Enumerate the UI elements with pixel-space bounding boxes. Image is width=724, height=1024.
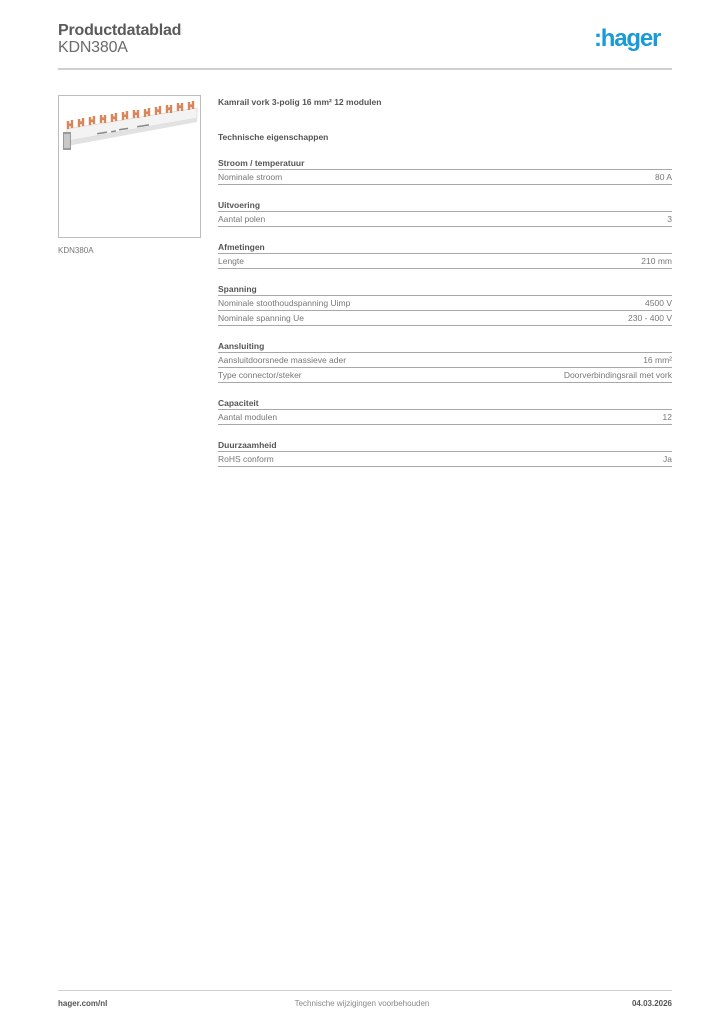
group-title: Stroom / temperatuur — [218, 157, 672, 170]
footer-disclaimer: Technische wijzigingen voorbehouden — [294, 999, 430, 1008]
spec-row — [218, 368, 672, 383]
spec-row — [218, 353, 672, 368]
spec-label: Aantal polen — [218, 214, 266, 224]
spec-label: Lengte — [218, 256, 244, 266]
spec-value: 210 mm — [641, 256, 672, 266]
spec-label: Nominale spanning Ue — [218, 313, 304, 323]
group-title: Spanning — [218, 283, 672, 296]
product-name: Kamrail vork 3-polig 16 mm² 12 modulen — [218, 97, 382, 107]
spec-value: 230 - 400 V — [628, 313, 672, 323]
spec-group-stroom — [218, 157, 672, 185]
spec-row — [218, 296, 672, 311]
spec-section — [218, 96, 672, 467]
hager-logo: :hager — [594, 25, 661, 52]
spec-row — [218, 410, 672, 425]
section-heading: Technische eigenschappen — [218, 132, 329, 142]
spec-label: Nominale stoothoudspanning Uimp — [218, 298, 351, 308]
footer-website-link[interactable]: hager.com/nl — [58, 999, 108, 1008]
spec-group-afmetingen — [218, 241, 672, 269]
comb-busbar-image — [59, 96, 200, 237]
spec-label: Aansluitdoorsnede massieve ader — [218, 355, 347, 365]
spec-group-capaciteit — [218, 397, 672, 425]
spec-value: Doorverbindingsrail met vork — [563, 370, 672, 380]
footer-divider — [58, 990, 672, 991]
spec-value: 16 mm² — [643, 355, 672, 365]
spec-value: 80 A — [654, 172, 672, 182]
spec-label: RoHS conform — [218, 454, 274, 464]
footer-date: 04.03.2026 — [631, 999, 672, 1008]
group-title: Afmetingen — [218, 241, 672, 254]
spec-label: Type connector/steker — [218, 370, 302, 380]
image-caption: KDN380A — [58, 246, 94, 255]
spec-row — [218, 254, 672, 269]
spec-row — [218, 170, 672, 185]
spec-row — [218, 452, 672, 467]
group-title: Aansluiting — [218, 340, 672, 353]
group-title: Uitvoering — [218, 199, 672, 212]
spec-row — [218, 311, 672, 326]
group-title: Capaciteit — [218, 397, 672, 410]
product-code: KDN380A — [58, 39, 128, 56]
product-image — [58, 95, 201, 238]
spec-label: Nominale stroom — [218, 172, 283, 182]
page-title: Productdatablad — [58, 22, 182, 39]
spec-value: Ja — [663, 454, 672, 464]
spec-value: 12 — [662, 412, 672, 422]
spec-row — [218, 212, 672, 227]
spec-group-spanning — [218, 283, 672, 326]
spec-label: Aantal modulen — [218, 412, 278, 422]
header-divider — [58, 68, 672, 70]
spec-value: 4500 V — [645, 298, 672, 308]
spec-group-uitvoering — [218, 199, 672, 227]
spec-value: 3 — [667, 214, 672, 224]
spec-group-aansluiting — [218, 340, 672, 383]
spec-group-duurzaamheid — [218, 439, 672, 467]
group-title: Duurzaamheid — [218, 439, 672, 452]
